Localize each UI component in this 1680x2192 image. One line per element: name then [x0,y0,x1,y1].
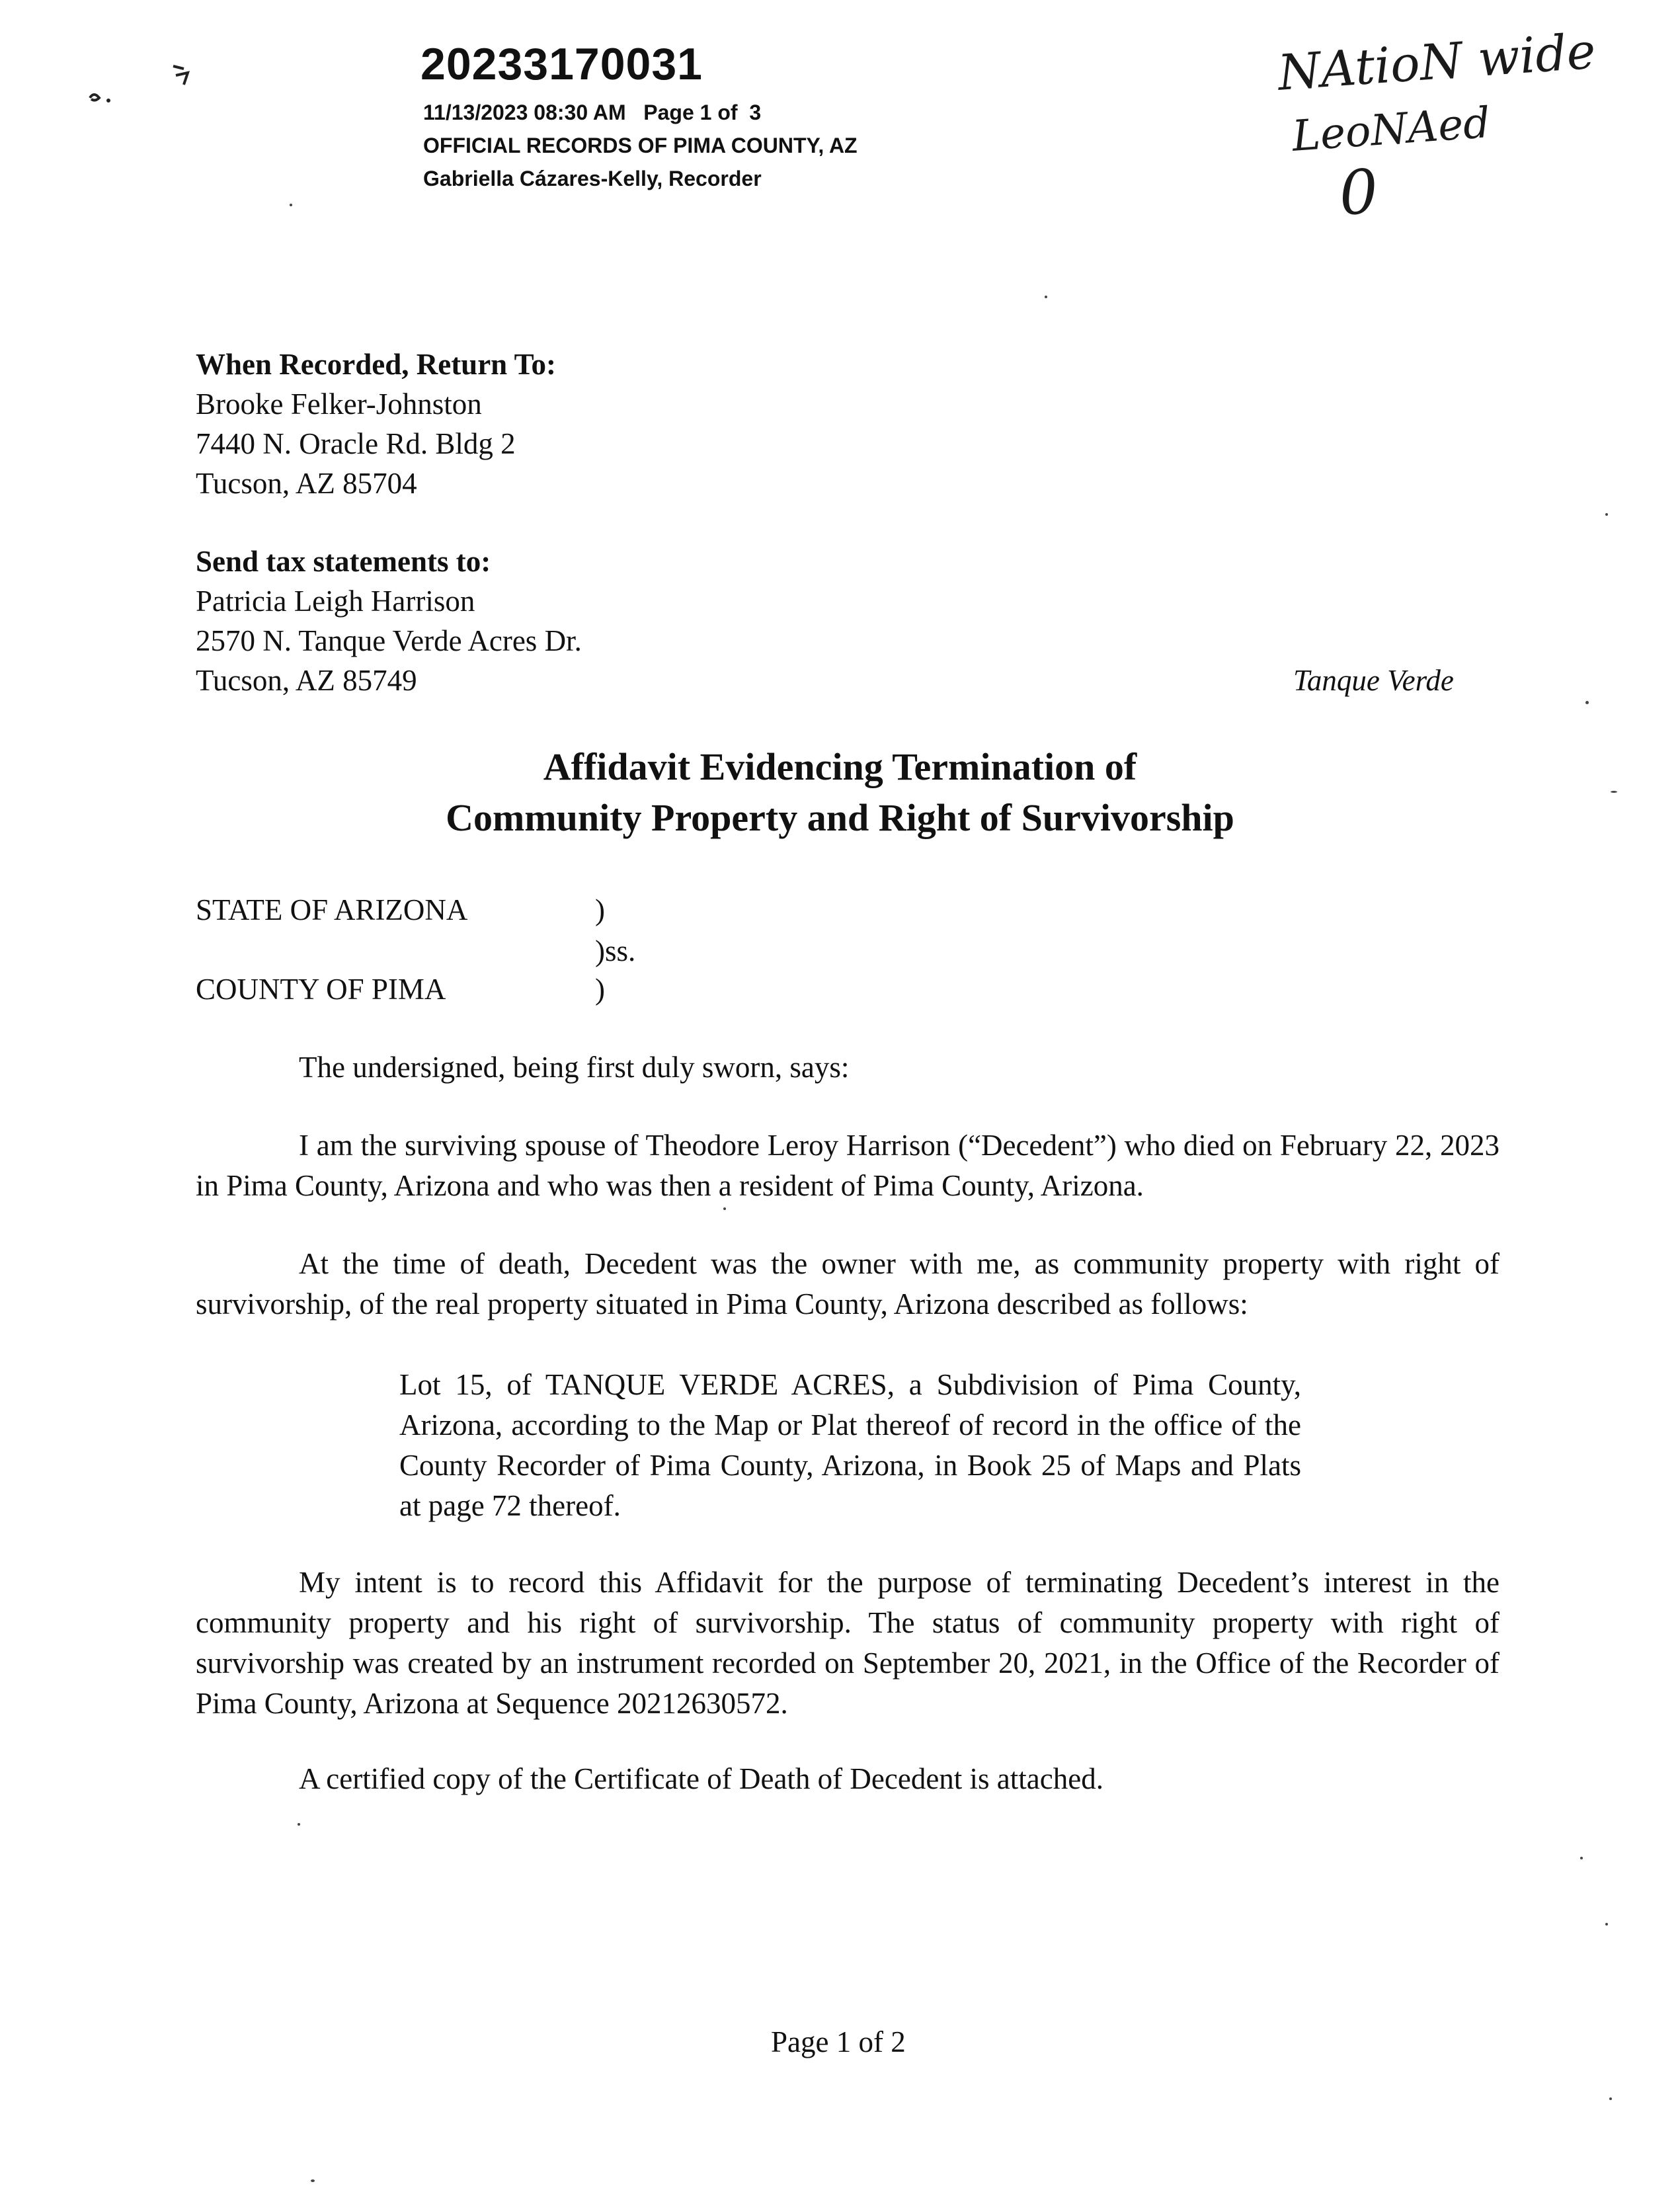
document-title-line2: Community Property and Right of Survivorship [446,796,1234,839]
tax-statements-heading: Send tax statements to: [196,545,491,578]
return-to-name: Brooke Felker-Johnston [196,387,482,421]
venue-paren-close: ) [595,973,605,1006]
return-to-address2: Tucson, AZ 85704 [196,467,417,500]
scan-speck [1611,791,1617,793]
handwritten-note-line1: NAtioN wide [1276,22,1598,102]
scan-speck [1580,1857,1583,1859]
scan-speck [723,1207,726,1210]
venue-county: COUNTY OF PIMA [196,973,446,1006]
recording-recorder: Gabriella Cázares-Kelly, Recorder [423,167,762,190]
document-title-line1: Affidavit Evidencing Termination of [543,745,1137,788]
venue-ss: )ss. [595,934,636,967]
scan-speck [1609,2097,1612,2100]
handwritten-note-line2: LeoNAed [1291,99,1492,161]
scan-speck [1045,296,1047,298]
recording-number: 20233170031 [420,39,703,89]
tax-statements-name: Patricia Leigh Harrison [196,585,475,618]
venue-state: STATE OF ARIZONA [196,893,468,926]
scan-mark-top-left [85,78,138,118]
area-label: Tanque Verde [1293,664,1454,697]
scan-speck [290,204,292,206]
venue-paren-open: ) [595,893,605,926]
handwritten-note-mark: 0 [1337,155,1380,229]
oath-statement: The undersigned, being first duly sworn, says: [299,1051,850,1084]
recording-datetime: 11/13/2023 08:30 AM Page 1 of 3 [423,101,762,124]
scan-speck [1585,701,1589,704]
scan-speck [298,1823,300,1826]
scan-speck [311,2179,315,2182]
paragraph-certificate: A certified copy of the Certificate of Death of Decedent is attached. [299,1762,1103,1795]
paragraph-ownership: At the time of death, Decedent was the owner with me, as community property with right of survivorship, of the real property situated in Pima County, Arizona described as follows: [196,1247,1500,1320]
paragraph-surviving-spouse: I am the surviving spouse of Theodore Leroy Harrison (“Decedent”) who died on February 22, 2023 in Pima County, Arizona and who was then a resident of Pima County, Arizona. [196,1129,1500,1202]
paragraph-intent: My intent is to record this Affidavit for the purpose of terminating Decedent’s interest in the community property and his right of survivorship. The status of community property with right of survivorship was created by an instrument recorded on September 20, 2021, in the Office of the Recorder of Pima County, Arizona at Sequence 20212630572. [196,1566,1500,1720]
return-to-heading: When Recorded, Return To: [196,348,557,381]
tax-statements-address1: 2570 N. Tanque Verde Acres Dr. [196,624,582,657]
recording-office: OFFICIAL RECORDS OF PIMA COUNTY, AZ [423,134,858,157]
scan-speck [1605,1923,1608,1926]
legal-description: Lot 15, of TANQUE VERDE ACRES, a Subdivision of Pima County, Arizona, according to the Map or Plat thereof of record in the office of the County Recorder of Pima County, Arizona, in Book 25 of Maps and Plats at page 72 thereof. [399,1368,1301,1522]
return-to-address1: 7440 N. Oracle Rd. Bldg 2 [196,427,516,460]
tax-statements-address2: Tucson, AZ 85749 [196,664,417,697]
scan-speck [1605,513,1608,516]
scan-mark-top-left-2 [169,61,196,101]
page-footer: Page 1 of 2 [771,2025,906,2058]
